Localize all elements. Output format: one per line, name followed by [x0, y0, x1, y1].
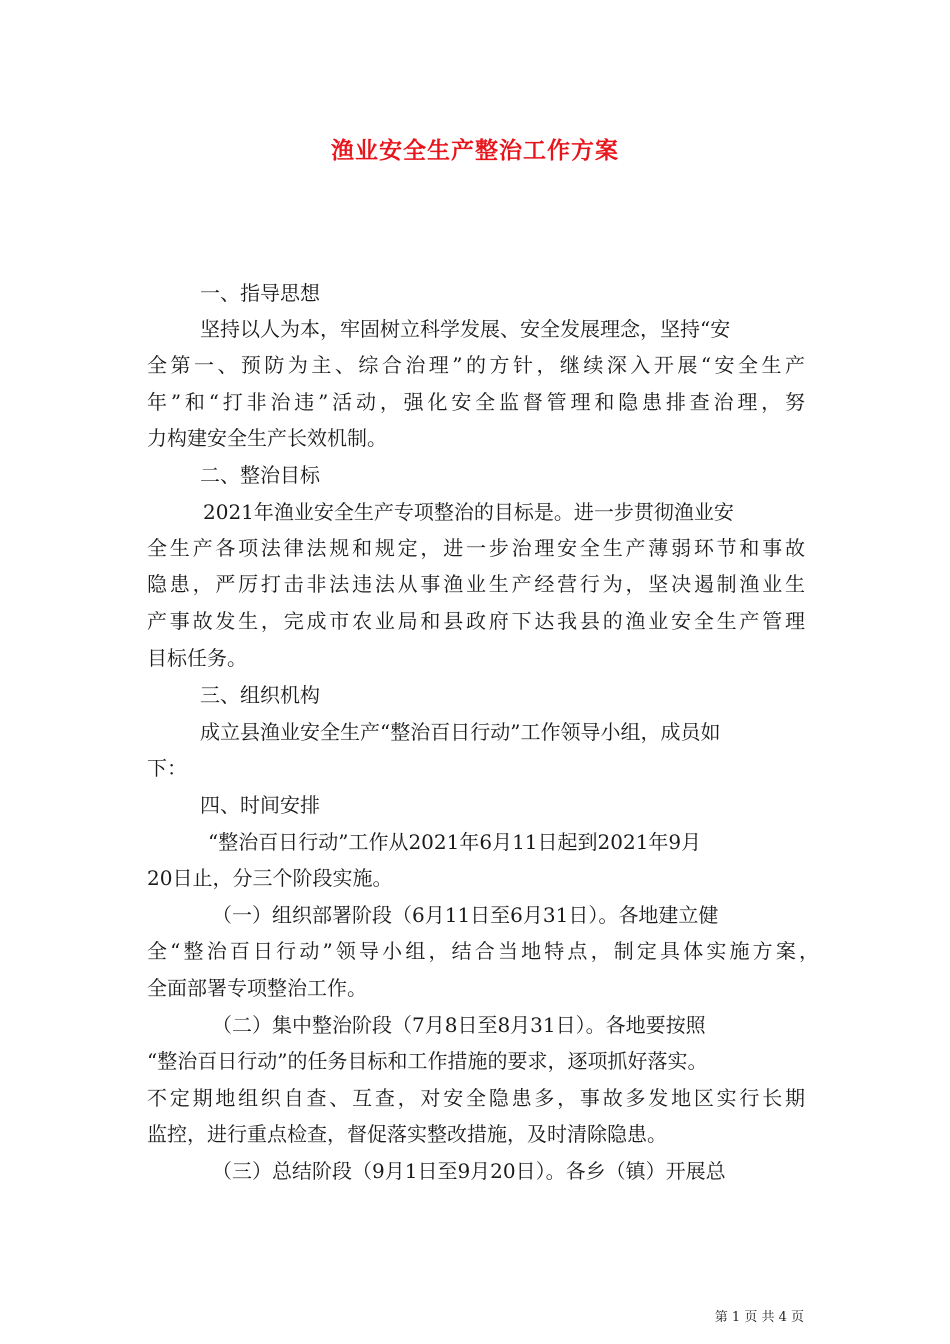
section-heading-guiding-ideology: 一、指导思想: [200, 281, 320, 305]
paragraph-line: 监控，进行重点检查，督促落实整改措施，及时清除隐患。: [147, 1122, 667, 1146]
paragraph-line: （二）集中整治阶段（7月8日至8月31日）。各地要按照: [212, 1013, 706, 1037]
section-heading-objectives: 二、整治目标: [200, 463, 320, 487]
paragraph-line: “整治百日行动”的任务目标和工作措施的要求，逐项抓好落实。: [147, 1049, 708, 1073]
document-title: 渔业安全生产整治工作方案: [331, 137, 619, 164]
paragraph-line: 全生产各项法律法规和规定，进一步治理安全生产薄弱环节和事故: [147, 536, 805, 560]
paragraph-line: （一）组织部署阶段（6月11日至6月31日）。各地建立健: [212, 903, 719, 927]
paragraph-line: 产事故发生，完成市农业局和县政府下达我县的渔业安全生产管理: [147, 609, 805, 633]
section-heading-schedule: 四、时间安排: [200, 793, 320, 817]
paragraph-line: 下：: [147, 756, 187, 780]
paragraph-line: 年”和“打非治违”活动，强化安全监督管理和隐患排查治理，努: [147, 390, 805, 414]
paragraph-line: 20日止，分三个阶段实施。: [147, 866, 393, 890]
page-number: 第 1 页 共 4 页: [714, 1310, 804, 1325]
paragraph-line: 坚持以人为本，牢固树立科学发展、安全发展理念，坚持“安: [200, 317, 731, 341]
paragraph-line: 2021年渔业安全生产专项整治的目标是。进一步贯彻渔业安: [203, 500, 734, 524]
paragraph-line: 成立县渔业安全生产“整治百日行动”工作领导小组，成员如: [200, 720, 721, 744]
paragraph-line: 力构建安全生产长效机制。: [147, 426, 387, 450]
paragraph-line: 全第一、预防为主、综合治理”的方针，继续深入开展“安全生产: [147, 353, 805, 377]
paragraph-line: 全“整治百日行动”领导小组，结合当地特点，制定具体实施方案，: [147, 939, 819, 963]
paragraph-line: “整治百日行动”工作从2021年6月11日起到2021年9月: [208, 830, 702, 854]
paragraph-line: 全面部署专项整治工作。: [147, 976, 367, 1000]
paragraph-line: 不定期地组织自查、互查，对安全隐患多，事故多发地区实行长期: [147, 1086, 805, 1110]
paragraph-line: 目标任务。: [147, 646, 247, 670]
paragraph-line: （三）总结阶段（9月1日至9月20日）。各乡（镇）开展总: [212, 1159, 726, 1183]
paragraph-line: 隐患，严厉打击非法违法从事渔业生产经营行为，坚决遏制渔业生: [147, 572, 805, 596]
section-heading-organization: 三、组织机构: [200, 683, 320, 707]
